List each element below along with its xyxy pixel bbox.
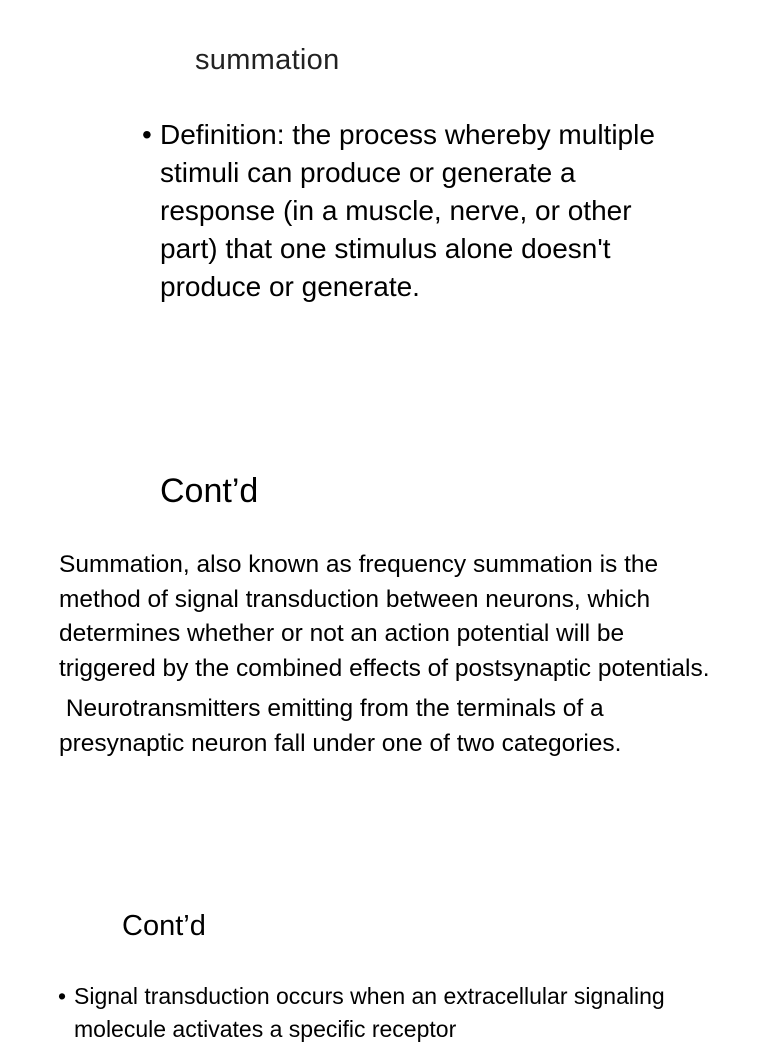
paragraph: Summation, also known as frequency summation is the method of signal transduction between neurons, which determines whether or not an action potential will be triggered by the combined effects of postsynaptic potentials. (59, 551, 710, 682)
slide-title: summation (195, 44, 340, 76)
slide-contd-1 (0, 420, 768, 880)
bullet-icon: • (58, 983, 67, 1009)
list-item (142, 116, 682, 306)
slide-summation (0, 0, 768, 420)
bullet-text: Signal transduction occurs when an extracellular signaling molecule activates a specific receptor (74, 983, 665, 1042)
paragraph: Neurotransmitters emitting from the terminals of a presynaptic neuron fall under one of two categories. (59, 695, 622, 757)
slide-contd-2 (0, 880, 768, 1042)
definition-list (142, 116, 682, 306)
definition-text: Definition: the process whereby multiple stimuli can produce or generate a response (in a muscle, nerve, or other part) that one stimulus alone doesn't produce or generate. (160, 119, 655, 302)
list-item (58, 980, 698, 1046)
slide-body (59, 548, 719, 767)
bullet-icon: • (142, 119, 152, 150)
slide-title: Cont’d (160, 472, 259, 510)
slide-title: Cont’d (122, 910, 206, 942)
slide-body (58, 980, 698, 1046)
